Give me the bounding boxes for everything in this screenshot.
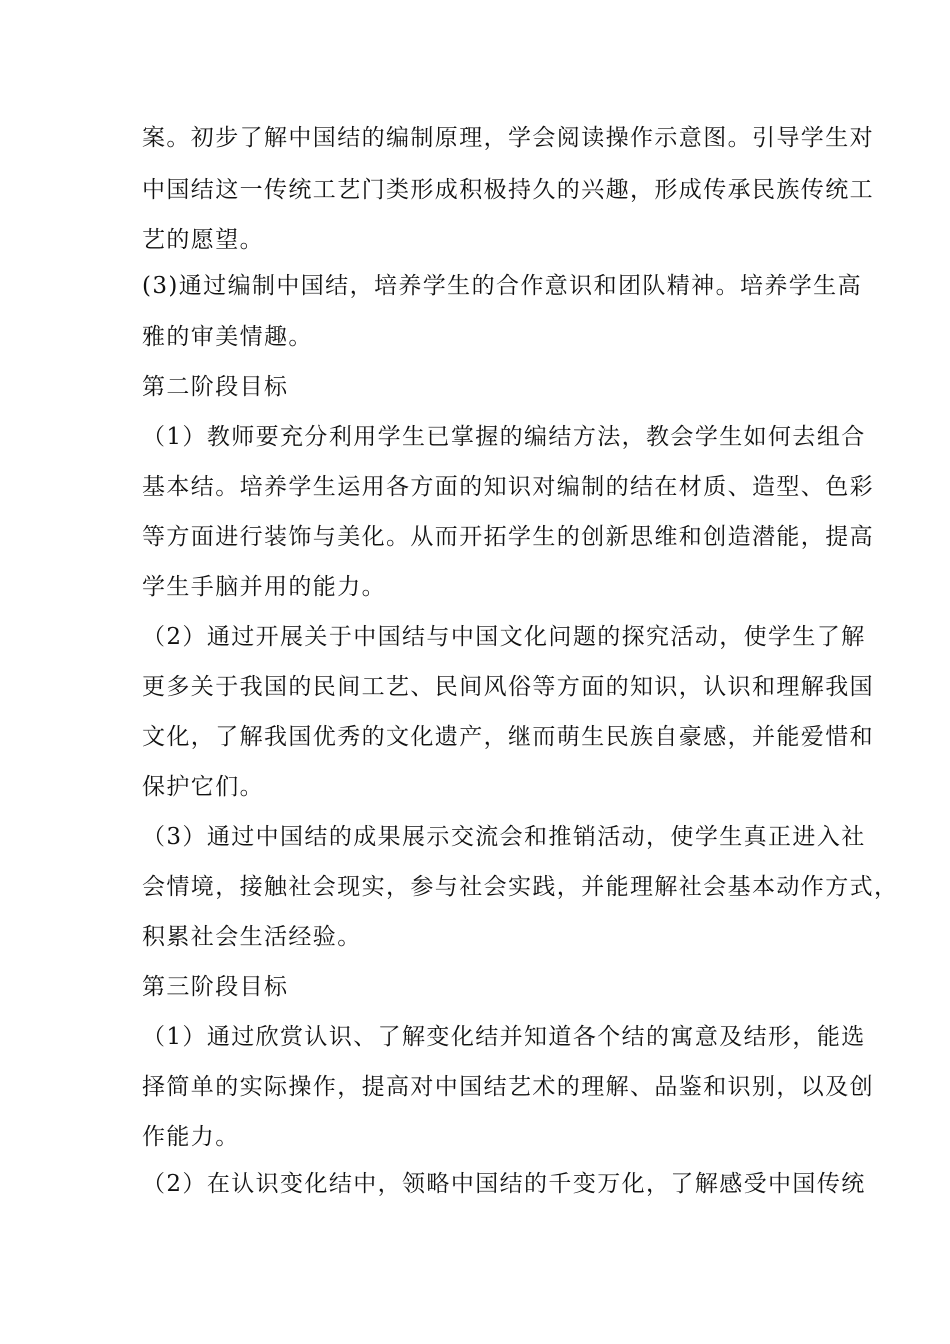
text-line: 积累社会生活经验。 bbox=[142, 924, 362, 950]
text-line: （2）在认识变化结中，领略中国结的千变万化，了解感受中国传统 bbox=[142, 1171, 866, 1197]
text-line: 雅的审美情趣。 bbox=[142, 324, 313, 350]
text-line: (3)通过编制中国结，培养学生的合作意识和团队精神。培养学生高 bbox=[142, 273, 862, 299]
section-heading: 第二阶段目标 bbox=[142, 374, 289, 400]
text-line: 基本结。培养学生运用各方面的知识对编制的结在材质、造型、色彩 bbox=[142, 474, 874, 500]
text-line: 择简单的实际操作，提高对中国结艺术的理解、品鉴和识别，以及创 bbox=[142, 1074, 874, 1100]
text-line: 中国结这一传统工艺门类形成积极持久的兴趣，形成传承民族传统工 bbox=[142, 177, 874, 203]
text-line: 文化，了解我国优秀的文化遗产，继而萌生民族自豪感，并能爱惜和 bbox=[142, 724, 874, 750]
text-line: （2）通过开展关于中国结与中国文化问题的探究活动，使学生了解 bbox=[142, 624, 866, 650]
text-line: （1）教师要充分利用学生已掌握的编结方法，教会学生如何去组合 bbox=[142, 424, 866, 450]
text-line: 保护它们。 bbox=[142, 774, 264, 800]
text-line: 会情境，接触社会现实，参与社会实践，并能理解社会基本动作方式， bbox=[142, 874, 899, 900]
text-line: 艺的愿望。 bbox=[142, 227, 264, 253]
text-line: 学生手脑并用的能力。 bbox=[142, 574, 386, 600]
text-line: （1）通过欣赏认识、了解变化结并知道各个结的寓意及结形，能选 bbox=[142, 1024, 866, 1050]
section-heading: 第三阶段目标 bbox=[142, 974, 289, 1000]
text-line: 更多关于我国的民间工艺、民间风俗等方面的知识，认识和理解我国 bbox=[142, 674, 874, 700]
text-line: 案。初步了解中国结的编制原理，学会阅读操作示意图。引导学生对 bbox=[142, 125, 874, 151]
text-line: 等方面进行装饰与美化。从而开拓学生的创新思维和创造潜能，提高 bbox=[142, 524, 874, 550]
text-line: 作能力。 bbox=[142, 1124, 240, 1150]
text-line: （3）通过中国结的成果展示交流会和推销活动，使学生真正进入社 bbox=[142, 824, 866, 850]
